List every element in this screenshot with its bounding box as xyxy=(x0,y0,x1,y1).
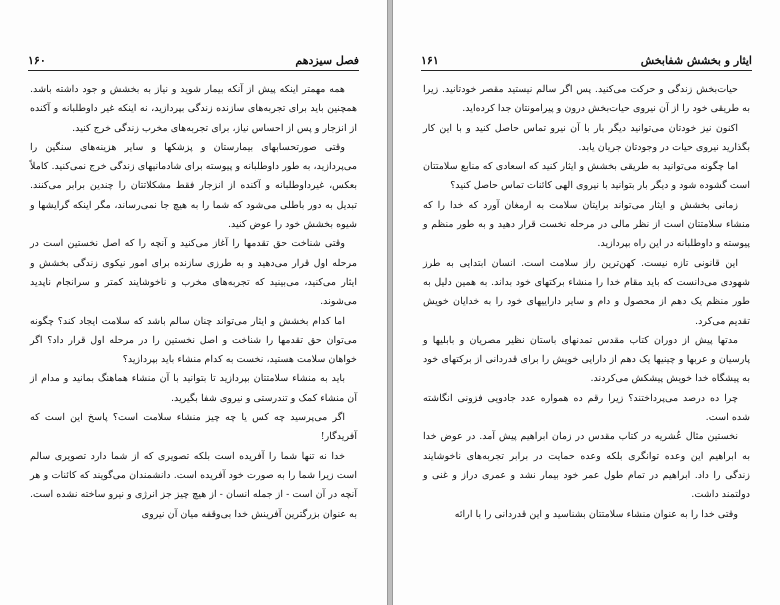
right-running-title: ایثار و بخشش شفابخش xyxy=(640,54,752,67)
right-paragraph-7: چرا ده درصد می‌پرداختند؟ زیرا رقم ده همواره عدد جادویی فزونی انگاشته شده است. xyxy=(423,392,750,424)
left-page xyxy=(0,0,388,605)
right-paragraph-8: نخستین مثال عُشریه در کتاب مقدس در زمان ابراهیم پیش آمد. در عوض خدا به ابراهیم این وعده توانگری بلکه وعده حمایت در برابر تجربه‌های ناخوشایند زندگی را داد. ابراهیم در تمام طول عمر خود بیمار نشد و عمری دراز و غنی و دولتمند داشت. xyxy=(423,431,750,501)
left-paragraph-4: اما کدام بخشش و ایثار می‌تواند چنان سالم باشد که سلامت ایجاد کند؟ چگونه می‌توان حق تقدمها را شناخت و اصل نخستین را در مرحله اول قرار داد؟ اگر خواهان سلامت هستید، نخست به کدام منشاء باید بپردازید؟ xyxy=(30,315,357,366)
left-page-body xyxy=(30,80,357,524)
right-page-number: ۱۶۱ xyxy=(421,54,439,67)
right-page xyxy=(392,0,780,605)
right-paragraph-2: اکنون نیز خودتان می‌توانید دیگر بار با آن نیرو تماس حاصل کنید و با این کار بگذارید نیروی حیات در وجودتان جریان یابد. xyxy=(423,122,750,153)
left-running-title: فصل سیزدهم xyxy=(295,54,359,67)
left-paragraph-5: باید به منشاء سلامتتان بپردازید تا بتوانید با آن منشاء هماهنگ بمانید و مدام از آن منشاء کمک و تندرستی و نیروی شفا بگیرید. xyxy=(30,373,357,404)
left-paragraph-2: وقتی صورتحسابهای بیمارستان و پزشکها و سایر هزینه‌های سنگین را می‌پردازید، به طور داوطلبانه و پیوسته برای شادمانیهای زندگی خرج نمی‌کنید. کاملاً بعکس، غیرداوطلبانه و آکنده از انزجار فقط مشکلاتتان را چندین برابر می‌کنند. تبدیل به دور باطلی می‌شود که شما را به هیچ جا نمی‌رساند، مگر اینکه گرایشها و شیوه بخشش خود را عوض کنید. xyxy=(30,141,357,231)
left-page-header xyxy=(28,52,359,71)
left-paragraph-7: خدا نه تنها شما را آفریده است بلکه تصویری که از شما دارد تصویری سالم است زیرا شما را به صورت خود آفریده است. دانشمندان می‌گویند که کائنات و هر آنچه در آن است - از جمله انسان - از هیچ چیز جز انرژی و نیرو ساخته نشده است. به عنوان بزرگترین آفرینش خدا بی‌وقفه میان آن نیروی xyxy=(30,450,357,520)
right-page-body xyxy=(423,80,750,524)
right-paragraph-1: حیات‌بخش زندگی و حرکت می‌کنید. پس اگر سالم نیستید مقصر خودتانید. زیرا به طریقی خود را از آن نیروی حیات‌بخش درون و پیرامونتان جدا کرده‌اید. xyxy=(423,84,750,115)
right-paragraph-6: مدتها پیش از دوران کتاب مقدس تمدنهای باستان نظیر مصریان و بابلیها و پارسیان و عربها و چینیها یک دهم از دارایی خویش را برای قدردانی از برکتهای خود به پیشگاه خدا خویش پیشکش می‌کردند. xyxy=(423,334,750,385)
right-paragraph-4: زمانی بخشش و ایثار می‌تواند برایتان سلامت به ارمغان آورد که خدا را که منشاء سلامتتان است از نظر مالی در مرحله نخست قرار دهید و به طور منظم و پیوسته و داوطلبانه در این راه بپردازید. xyxy=(423,199,750,250)
right-paragraph-5: این قانونی تازه نیست. کهن‌ترین راز سلامت است. انسان ابتدایی به طرز شهودی می‌دانست که باید مقام خدا را منشاء برکتهای خود بداند. به همین دلیل به طور منظم یک دهم از محصول و دام و سایر داراییهای خود را به خدایان خویش تقدیم می‌کرد. xyxy=(423,257,750,327)
left-paragraph-6: اگر می‌پرسید چه کس یا چه چیز منشاء سلامت است؟ پاسخ این است که آفریدگار! xyxy=(30,412,357,443)
right-paragraph-3: اما چگونه می‌توانید به طریقی بخشش و ایثار کنید که اسعادی که منابع سلامتتان است گشوده شود و دیگر بار بتوانید با نیروی الهی کائنات تماس حاصل کنید؟ xyxy=(423,161,750,192)
right-paragraph-9: وقتی خدا را به عنوان منشاء سلامتتان بشناسید و این قدردانی را با ارائه xyxy=(454,508,738,520)
left-paragraph-1: همه مهمتر اینکه پیش از آنکه بیمار شوید و نیاز به بخشش و جود داشته باشد. همچنین باید برای تجربه‌های سازنده زندگی بپردازید، نه اینکه غیر داوطلبانه و آکنده از انزجار و پس از احساس نیاز، برای تجربه‌های مخرب زندگی خرج کنید. xyxy=(30,84,357,134)
right-page-header xyxy=(421,52,752,71)
left-paragraph-3: وقتی شناخت حق تقدمها را آغاز می‌کنید و آنچه را که اصل نخستین است در مرحله اول قرار می‌دهید و به طرزی سازنده برای امور نیکوی زندگی بخشش و ایثار می‌کنید، می‌بینید که تجربه‌های مخرب و ناخوشایند کمتر و سرانجام ناپدید می‌شوند. xyxy=(30,238,357,308)
left-page-number: ۱۶۰ xyxy=(28,54,46,67)
